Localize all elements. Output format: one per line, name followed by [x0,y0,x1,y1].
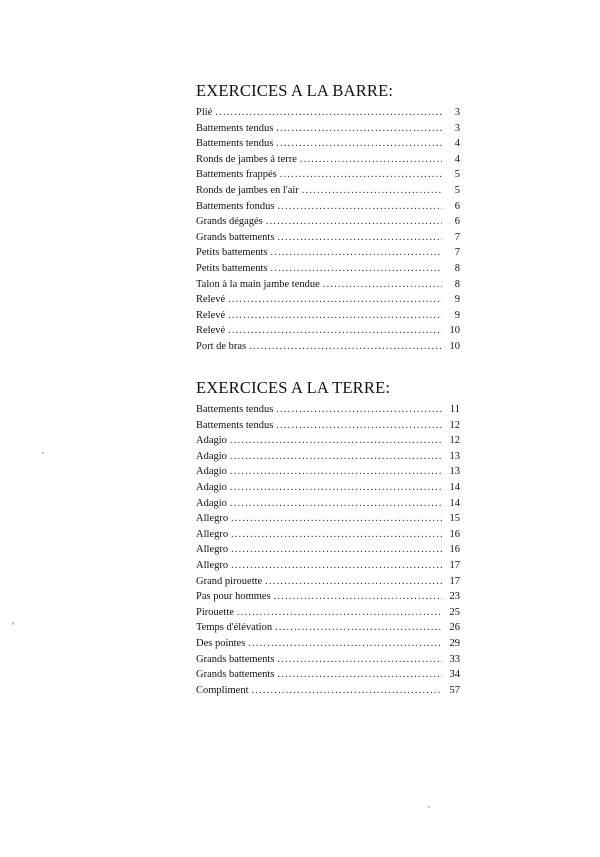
toc-entry-label: Ronds de jambes á terre [196,153,297,165]
toc-entry-page-number: 16 [449,528,460,540]
dot-leader [276,418,442,434]
toc-entry [196,636,460,652]
dot-leader [237,605,442,621]
toc-entry [196,605,460,621]
toc-entry-page-number: 17 [449,559,460,571]
dot-leader [231,542,442,558]
toc-entry [196,230,460,246]
dot-leader [280,167,442,183]
dot-leader [228,292,442,308]
toc-entry-label: Pirouette [196,606,234,618]
toc-entry-label: Ronds de jambes en l'air [196,184,299,196]
toc-entry-label: Battements tendus [196,419,274,431]
dot-leader [276,402,442,418]
toc-entry-label: Battements tendus [196,138,274,150]
toc-entry-label: Battements frappés [196,169,277,181]
toc-entry [196,105,460,121]
toc-entry [196,464,460,480]
toc-entry-page-number: 13 [449,450,460,462]
toc-entry-page-number: 9 [454,309,460,321]
toc-entry [196,683,460,699]
toc-entry-label: Adagio [196,497,227,509]
toc-entry [196,152,460,168]
toc-entry [196,527,460,543]
toc-entry-label: Des pointes [196,637,246,649]
dot-leader [215,105,442,121]
dot-leader [230,480,442,496]
dot-leader [252,683,443,699]
toc-entry-page-number: 25 [449,606,460,618]
section-heading: EXERCICES A LA TERRE: [196,378,391,397]
toc-entry-page-number: 7 [454,247,460,259]
toc-entry-label: Compliment [196,684,249,696]
toc-entry-page-number: 7 [454,231,460,243]
toc-entry-label: Pas pour hommes [196,591,271,603]
scan-speck [428,806,430,808]
toc-entry-label: Grands battements [196,669,275,681]
toc-entry [196,167,460,183]
toc-entry [196,308,460,324]
toc-entry [196,245,460,261]
toc-entry-page-number: 10 [449,325,460,337]
dot-leader [228,323,442,339]
toc-entry-label: Grands dégagés [196,216,263,228]
toc-entry [196,449,460,465]
toc-entry-label: Grands battements [196,231,275,243]
toc-entry-page-number: 12 [449,419,460,431]
toc-entry-label: Allegro [196,513,229,525]
toc-entry-page-number: 6 [454,200,460,212]
dot-leader [277,230,442,246]
dot-leader [266,214,442,230]
toc-entry-page-number: 57 [449,684,460,696]
dot-leader [230,433,442,449]
toc-entry-page-number: 9 [454,294,460,306]
toc-entry-label: Grands battements [196,653,275,665]
toc-entry-label: Petits battements [196,247,268,259]
toc-entry [196,496,460,512]
toc-entry [196,542,460,558]
toc-entry-page-number: 15 [449,513,460,525]
dot-leader [265,574,442,590]
toc-entry-label: Adagio [196,450,227,462]
dot-leader [249,339,442,355]
toc-section-barre [196,80,460,355]
toc-entry-page-number: 17 [449,575,460,587]
toc-entry-page-number: 14 [449,481,460,493]
toc-entry-label: Relevé [196,325,226,337]
dot-leader [276,121,442,137]
toc-entry-page-number: 13 [449,466,460,478]
toc-entry [196,574,460,590]
toc-entry-label: Battements tendus [196,122,274,134]
toc-entry [196,480,460,496]
toc-entry [196,589,460,605]
dot-leader [277,652,442,668]
toc-entry [196,511,460,527]
toc-entry-label: Relevé [196,294,226,306]
toc-entry-label: Relevé [196,309,226,321]
toc-entry-label: Port de bras [196,340,247,352]
section-heading: EXERCICES A LA BARRE: [196,81,394,100]
toc-entry [196,667,460,683]
toc-entry [196,183,460,199]
dot-leader [248,636,442,652]
dot-leader [277,199,442,215]
toc-entry [196,402,460,418]
toc-entry [196,292,460,308]
scan-speck [12,622,14,625]
toc-entry-page-number: 23 [449,591,460,603]
toc-entry-label: Adagio [196,466,227,478]
toc-entry-page-number: 11 [449,404,460,415]
toc-entry [196,261,460,277]
toc-entry [196,277,460,293]
dot-leader [231,511,442,527]
toc-entry-label: Grand pirouette [196,575,263,587]
dot-leader [276,136,442,152]
dot-leader [277,667,442,683]
toc-entry-page-number: 12 [449,435,460,447]
toc-entry-page-number: 6 [454,216,460,228]
dot-leader [270,261,442,277]
dot-leader [300,152,442,168]
toc-entry-page-number: 4 [454,138,460,150]
toc-entry-label: Allegro [196,528,229,540]
toc-entry-label: Battements tendus [196,404,274,415]
toc-section-terre [196,377,460,698]
scan-speck [42,452,44,454]
toc-entry-page-number: 29 [449,637,460,649]
toc-entry-page-number: 16 [449,544,460,556]
dot-leader [274,589,442,605]
toc-entry-page-number: 34 [449,669,460,681]
dot-leader [323,277,442,293]
toc-entry [196,558,460,574]
toc-entry-page-number: 5 [454,169,460,181]
toc-entry-page-number: 14 [449,497,460,509]
dot-leader [230,464,442,480]
toc-entry [196,199,460,215]
dot-leader [228,308,442,324]
toc-entry [196,339,460,355]
toc-entry-page-number: 33 [449,653,460,665]
toc-entry-label: Allegro [196,559,229,571]
dot-leader [231,558,442,574]
toc-entry [196,433,460,449]
toc-entry-label: Battements fondus [196,200,275,212]
dot-leader [230,496,442,512]
toc-entry-label: Petits battements [196,262,268,274]
toc-entry-page-number: 3 [454,122,460,134]
toc-entry-page-number: 8 [454,262,460,274]
toc-entry-page-number: 10 [449,340,460,352]
dot-leader [275,620,442,636]
dot-leader [231,527,442,543]
dot-leader [230,449,442,465]
toc-entry [196,418,460,434]
toc-entry-label: Adagio [196,481,227,493]
toc-entry-label: Talon à la main jambe tendue [196,278,320,290]
toc-list [196,402,460,698]
toc-entry [196,121,460,137]
toc-entry [196,136,460,152]
toc-entry [196,620,460,636]
toc-entry-page-number: 5 [454,184,460,196]
dot-leader [270,245,442,261]
toc-entry-label: Adagio [196,435,227,447]
dot-leader [302,183,442,199]
toc-entry-page-number: 8 [454,278,460,290]
toc-entry-label: Temps d'élévation [196,622,273,634]
toc-entry [196,323,460,339]
toc-list [196,105,460,355]
toc-entry-label: Allegro [196,544,229,556]
toc-entry-page-number: 3 [454,107,460,118]
toc-entry-label: Plié [196,107,213,118]
toc-entry-page-number: 4 [454,153,460,165]
toc-entry-page-number: 26 [449,622,460,634]
toc-entry [196,652,460,668]
toc-entry [196,214,460,230]
